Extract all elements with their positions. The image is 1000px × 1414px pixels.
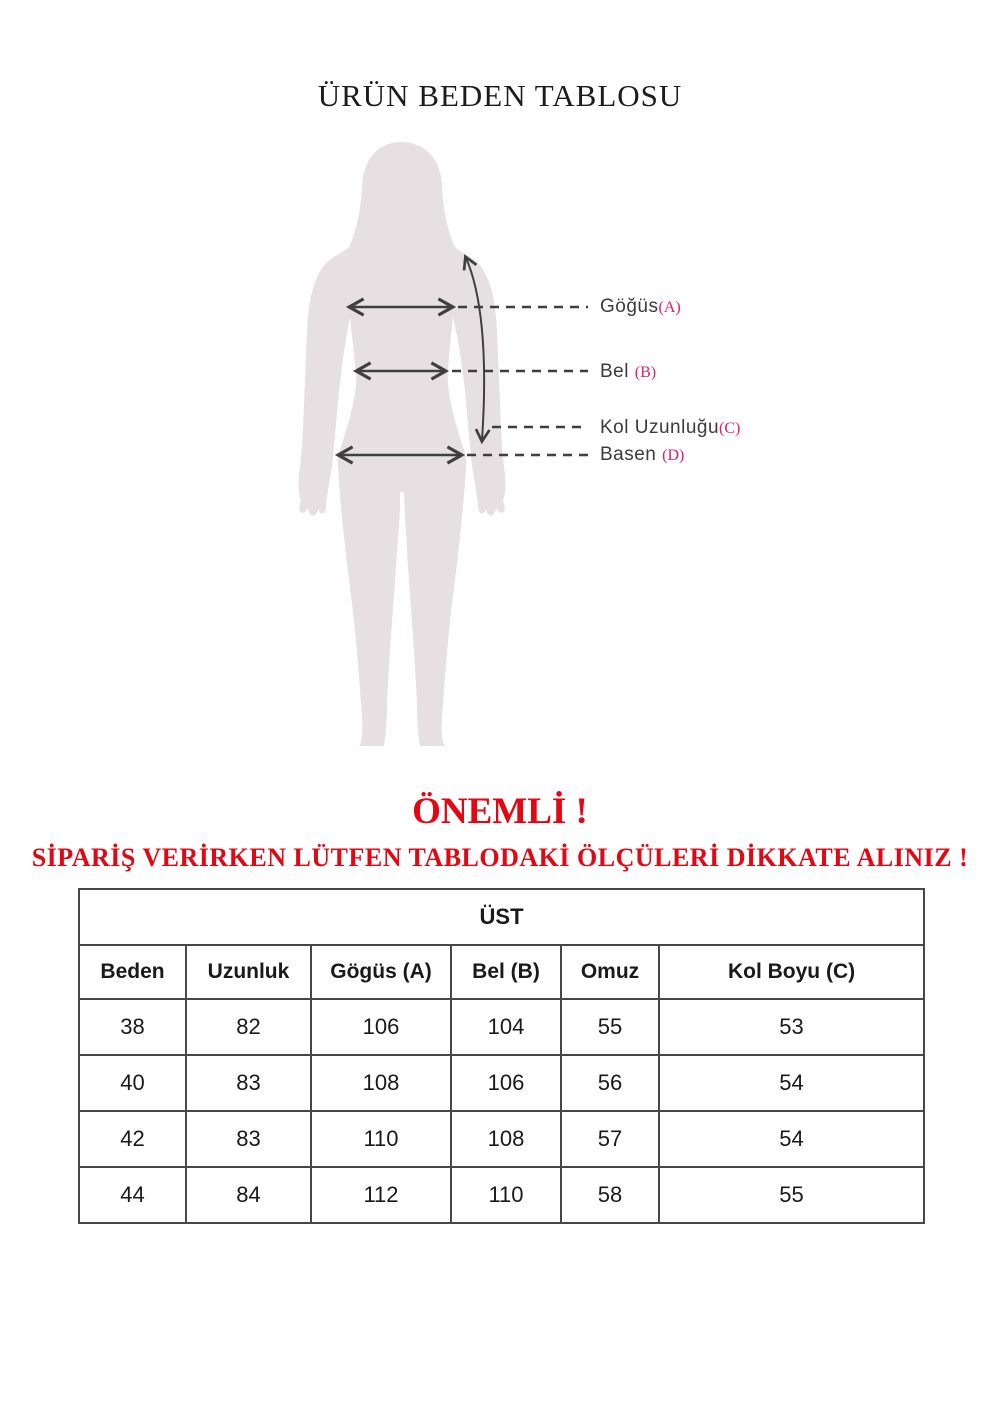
table-row [79,1111,924,1167]
table-column-header-row [79,945,924,999]
label-sleeve-code: (C) [719,420,741,437]
table-row [79,1167,924,1223]
cell-kolboyu: 53 [659,999,924,1055]
label-sleeve-text: Kol Uzunluğu [600,417,720,438]
col-header-omuz: Omuz [561,945,659,999]
cell-bel: 104 [451,999,561,1055]
cell-bel: 108 [451,1111,561,1167]
cell-kolboyu: 54 [659,1055,924,1111]
cell-gogus: 112 [311,1167,451,1223]
table-row [79,1055,924,1111]
col-header-gogus: Gögüs (A) [311,945,451,999]
table-group-header-row [79,889,924,945]
cell-beden: 40 [79,1055,186,1111]
cell-omuz: 58 [561,1167,659,1223]
table-row [79,999,924,1055]
cell-uzunluk: 84 [186,1167,311,1223]
female-silhouette-shape [299,142,506,746]
cell-kolboyu: 55 [659,1167,924,1223]
cell-bel: 110 [451,1167,561,1223]
col-header-beden: Beden [79,945,186,999]
cell-gogus: 106 [311,999,451,1055]
measurement-diagram [280,130,640,770]
label-chest [600,296,681,318]
cell-beden: 42 [79,1111,186,1167]
cell-omuz: 55 [561,999,659,1055]
notice-heading: ÖNEMLİ ! [412,791,588,832]
warning-text: SİPARİŞ VERİRKEN LÜTFEN TABLODAKİ ÖLÇÜLERİ DİKKATE ALINIZ ! [31,843,969,872]
cell-uzunluk: 83 [186,1055,311,1111]
label-waist [600,361,656,383]
cell-kolboyu: 54 [659,1111,924,1167]
group-header-cell: ÜST [79,889,924,945]
cell-uzunluk: 83 [186,1111,311,1167]
cell-gogus: 108 [311,1055,451,1111]
size-table [78,888,925,1224]
cell-beden: 44 [79,1167,186,1223]
label-hip-text: Basen [600,444,663,465]
label-waist-text: Bel [600,361,635,382]
col-header-bel: Bel (B) [451,945,561,999]
label-chest-code: (A) [658,299,681,316]
col-header-kolboyu: Kol Boyu (C) [659,945,924,999]
label-waist-code: (B) [634,364,657,381]
cell-beden: 38 [79,999,186,1055]
cell-omuz: 56 [561,1055,659,1111]
col-header-uzunluk: Uzunluk [186,945,311,999]
cell-gogus: 110 [311,1111,451,1167]
cell-uzunluk: 82 [186,999,311,1055]
cell-bel: 106 [451,1055,561,1111]
label-hip-code: (D) [662,447,685,464]
label-hip [600,444,684,466]
cell-omuz: 57 [561,1111,659,1167]
label-chest-text: Göğüs [600,296,659,317]
page-title: ÜRÜN BEDEN TABLOSU [317,78,683,113]
label-sleeve [600,417,740,439]
body-measurement-svg [280,130,640,770]
